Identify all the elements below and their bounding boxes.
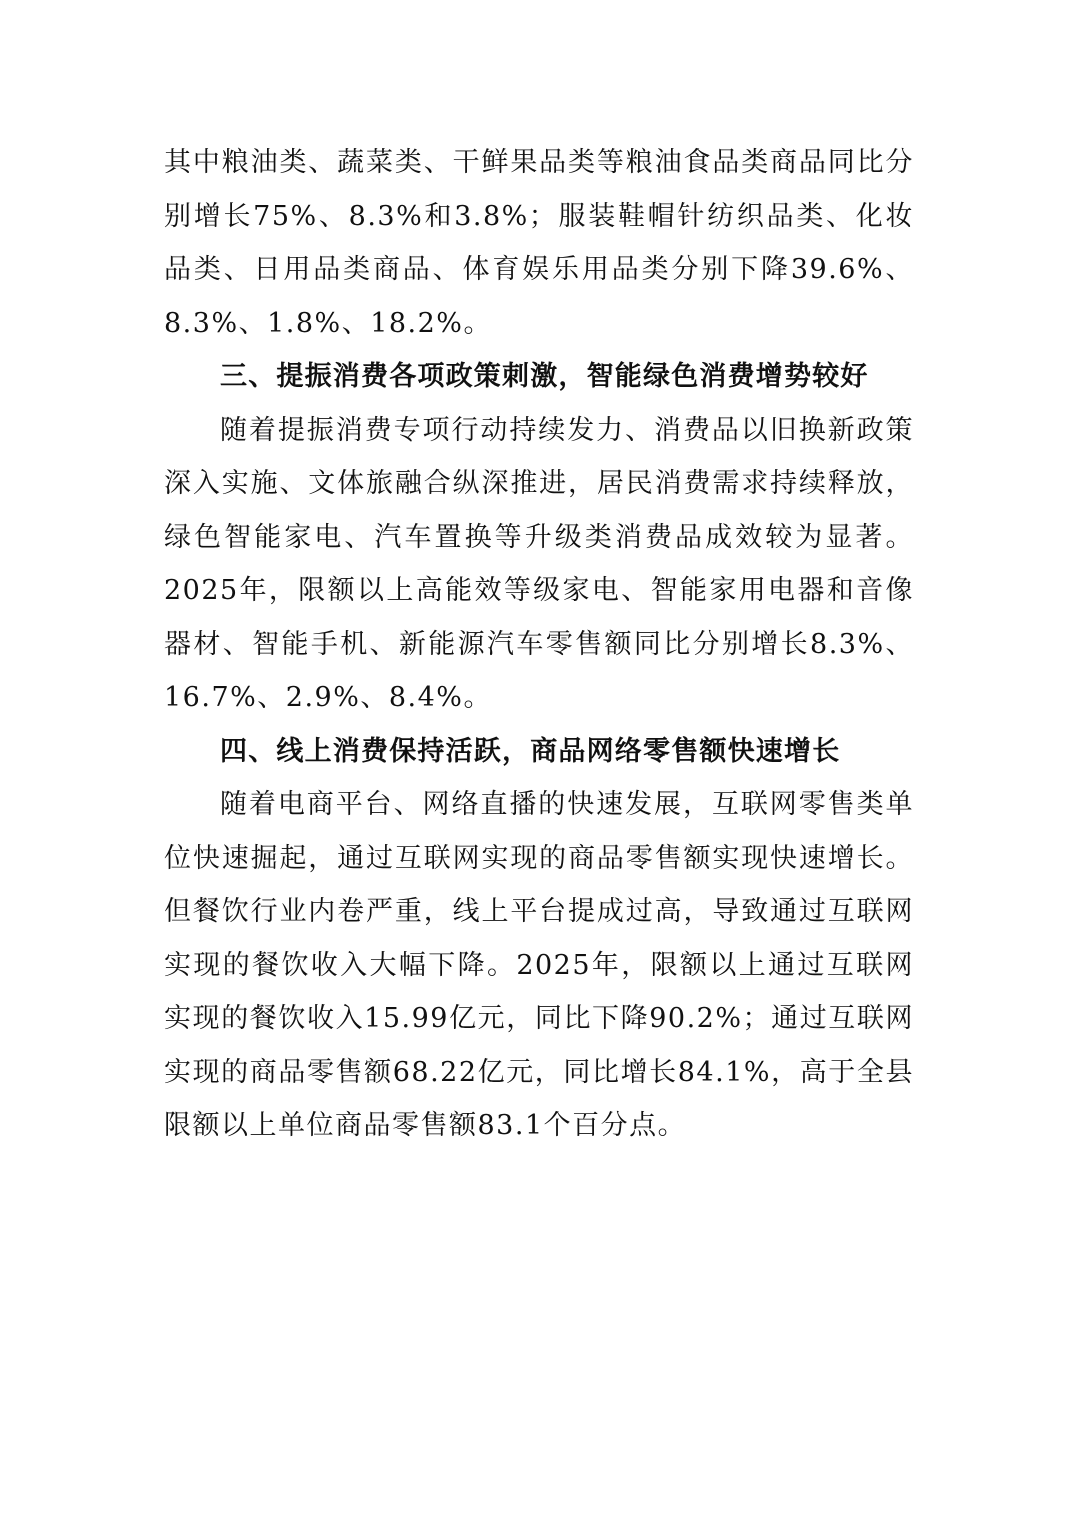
paragraph-continued: 其中粮油类、蔬菜类、干鲜果品类等粮油食品类商品同比分别增长75%、8.3%和3.8%；服装鞋帽针纺织品类、化妆品类、日用品类商品、体育娱乐用品类分别下降39.6%、8.3%、1.8%、18.2%。: [164, 147, 914, 339]
paragraph-section-3: 随着提振消费专项行动持续发力、消费品以旧换新政策深入实施、文体旅融合纵深推进，居民消费需求持续释放，绿色智能家电、汽车置换等升级类消费品成效较为显著。2025年，限额以上高能效等级家电、智能家用电器和音像器材、智能手机、新能源汽车零售额同比分别增长8.3%、16.7%、2.9%、8.4%。: [164, 414, 914, 713]
section-heading-4: 四、线上消费保持活跃，商品网络零售额快速增长: [220, 735, 841, 767]
paragraph-section-4: 随着电商平台、网络直播的快速发展，互联网零售类单位快速掘起，通过互联网实现的商品零售额实现快速增长。但餐饮行业内卷严重，线上平台提成过高，导致通过互联网实现的餐饮收入大幅下降。2025年，限额以上通过互联网实现的餐饮收入15.99亿元，同比下降90.2%；通过互联网实现的商品零售额68.22亿元，同比增长84.1%，高于全县限额以上单位商品零售额83.1个百分点。: [164, 789, 914, 1141]
document-body: [164, 136, 914, 1153]
section-heading-3: 三、提振消费各项政策刺激，智能绿色消费增势较好: [220, 361, 869, 392]
